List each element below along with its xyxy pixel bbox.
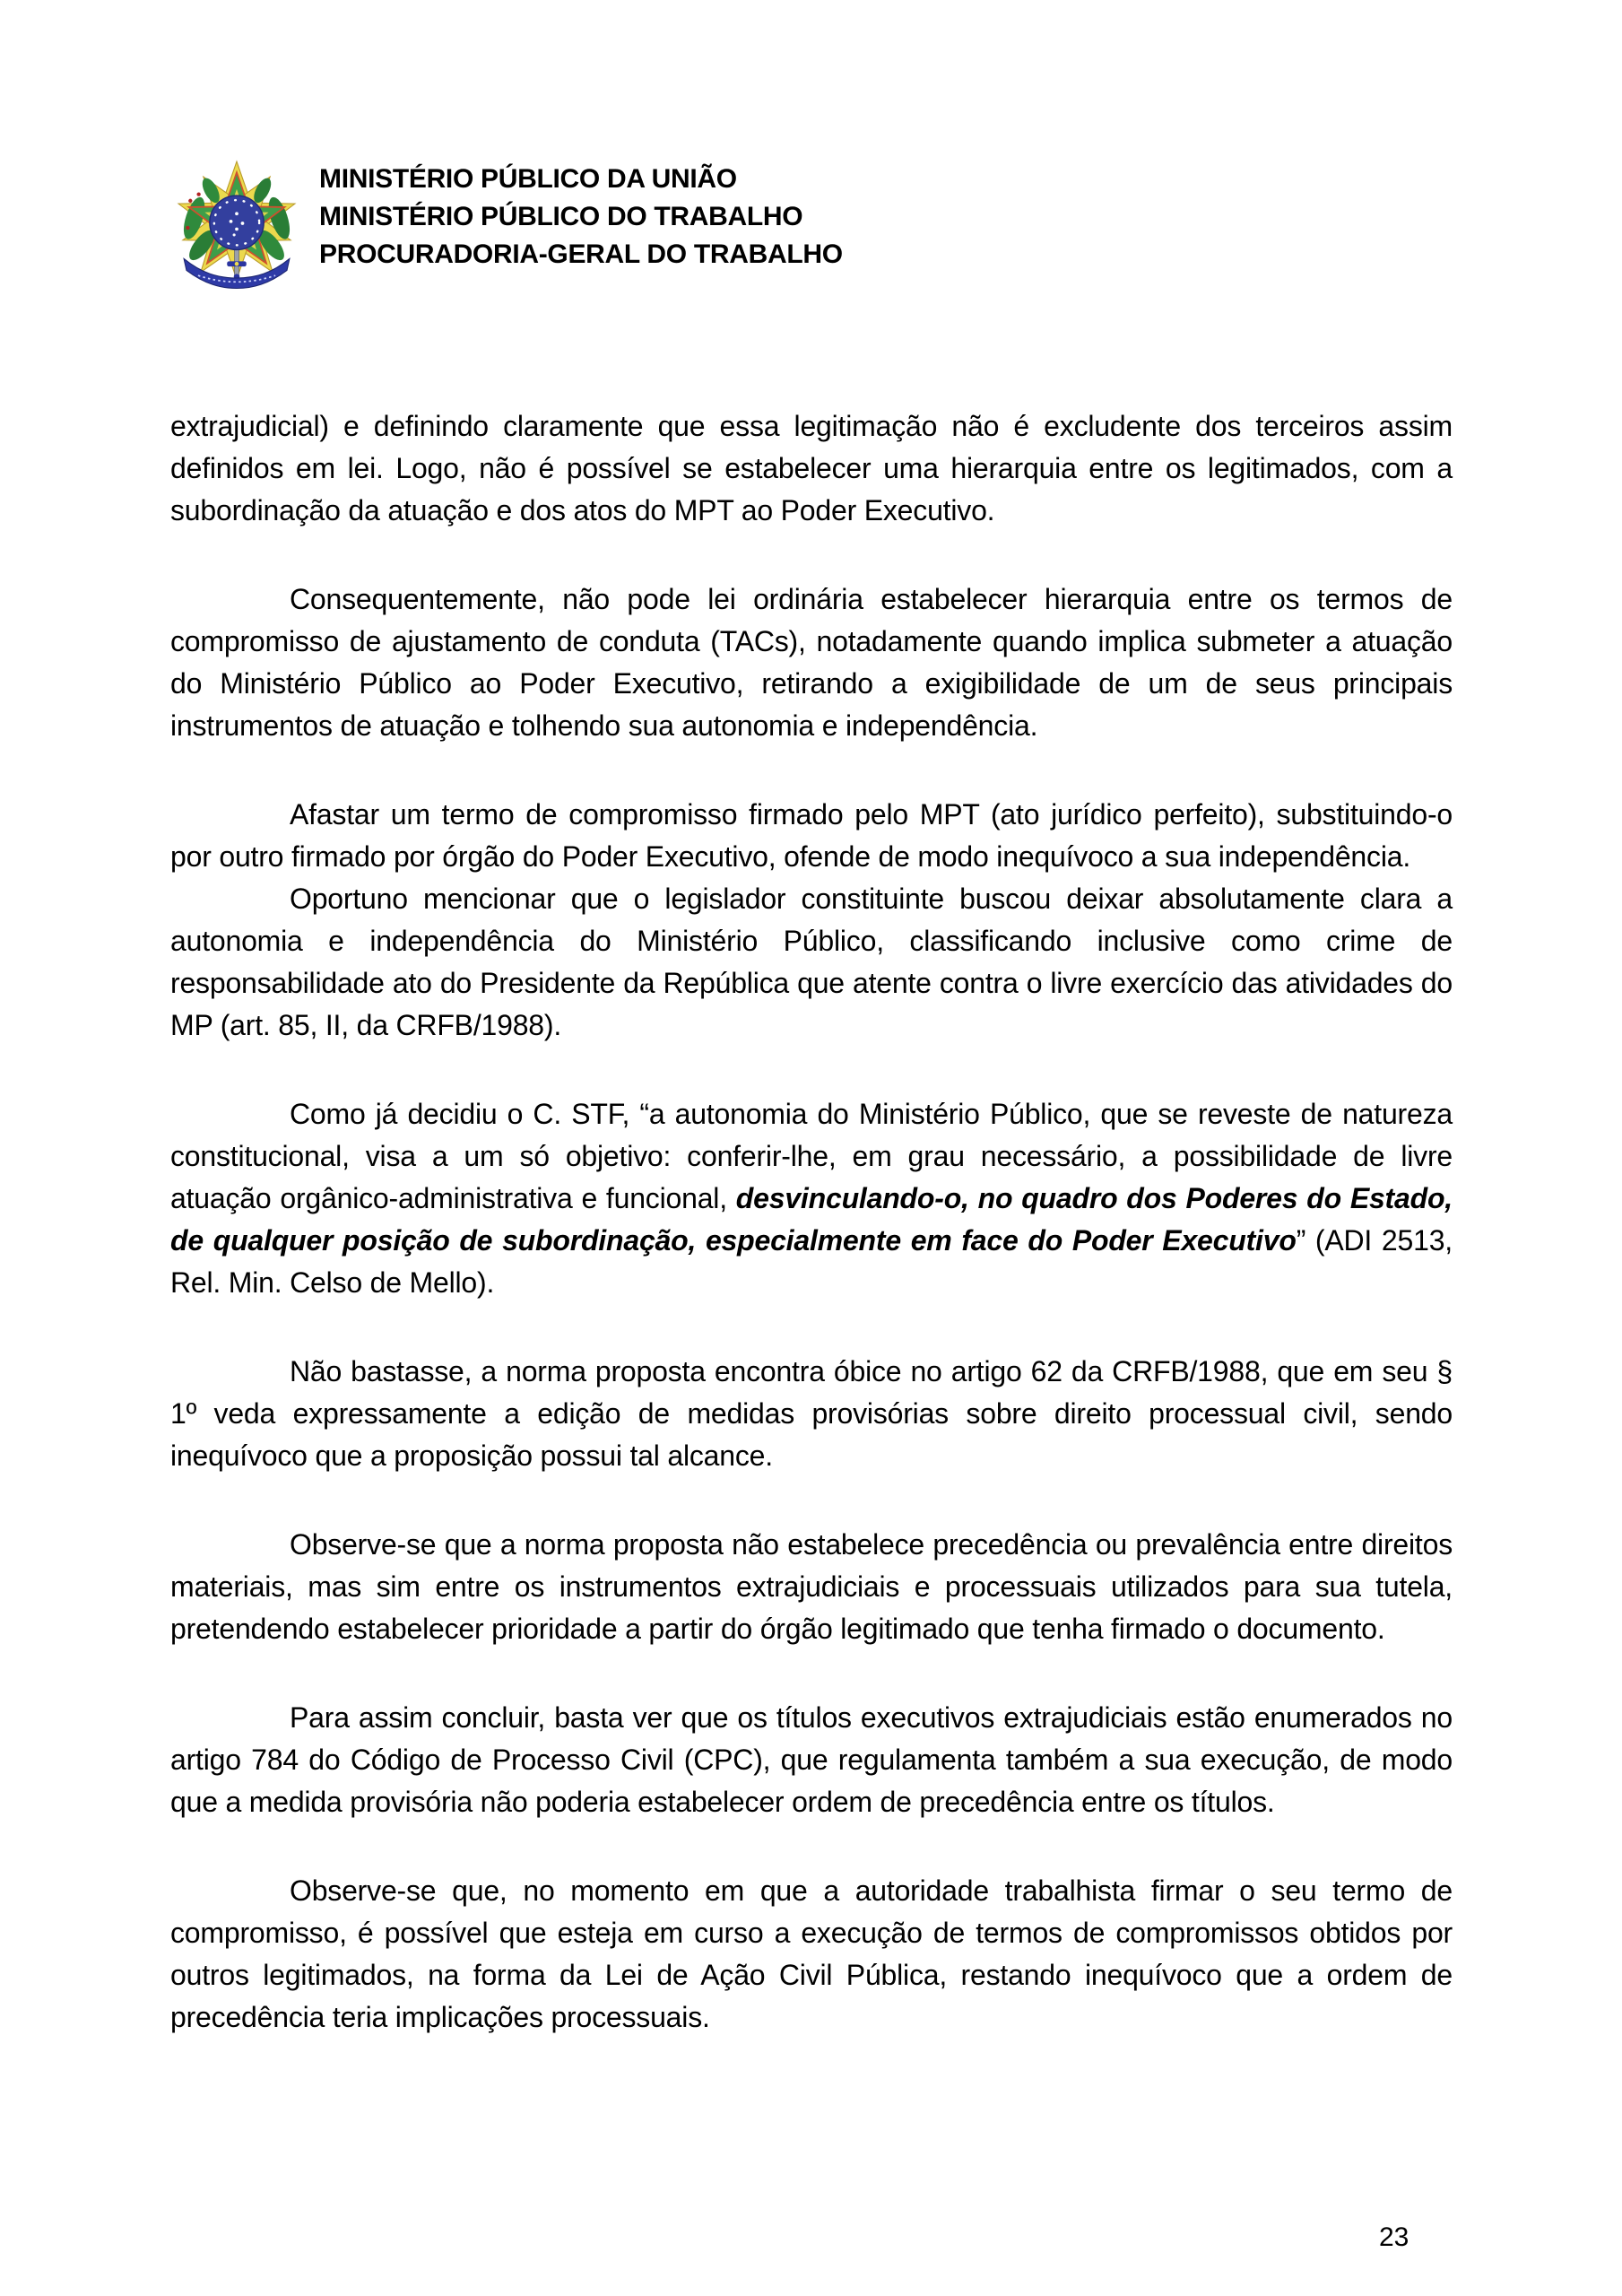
paragraph-3: Afastar um termo de compromisso firmado pelo MPT (ato jurídico perfeito), substituindo-o por outro firmado por órgão do Poder Executivo, ofende de modo inequívoco a sua independência. [170,798,1453,873]
quote-run-bold-italic: desvinculando-o, no quadro dos Poderes do Estado, de qualquer posição de subordinação, especialmente em face do Poder Executivo [170,1182,1453,1257]
org-name-line-2: MINISTÉRIO PÚBLICO DO TRABALHO [319,202,803,231]
document-body [170,405,1453,2039]
paragraph-2: Consequentemente, não pode lei ordinária estabelecer hierarquia entre os termos de compromisso de ajustamento de conduta (TACs), notadamente quando implica submeter a atuação do Ministério Público ao Poder Executivo, retirando a exigibilidade de um de seus principais instrumentos de atuação e tolhendo sua autonomia e independência. [170,583,1453,742]
paragraph-7: Observe-se que a norma proposta não estabelece precedência ou prevalência entre direitos materiais, mas sim entre os instrumentos extrajudiciais e processuais utilizados para sua tutela, pretendendo estabelecer prioridade a partir do órgão legitimado que tenha firmado o documento. [170,1528,1453,1645]
paragraph-8: Para assim concluir, basta ver que os títulos executivos extrajudiciais estão enumerados no artigo 784 do Código de Processo Civil (CPC), que regulamenta também a sua execução, de modo que a medida provisória não poderia estabelecer ordem de precedência entre os títulos. [170,1701,1453,1818]
letterhead [170,157,843,299]
paragraph-5-stf-quote [170,1093,1453,1304]
paragraph-4: Oportuno mencionar que o legislador constituinte buscou deixar absolutamente clara a autonomia e independência do Ministério Público, classificando inclusive como crime de responsabilidade ato do Presidente da República que atente contra o livre exercício das atividades do MP (art. 85, II, da CRFB/1988). [170,883,1453,1041]
page-number: 23 [1379,2222,1409,2252]
org-name-line-1: MINISTÉRIO PÚBLICO DA UNIÃO [319,164,737,194]
paragraph-9: Observe-se que, no momento em que a autoridade trabalhista firmar o seu termo de compromisso, é possível que esteja em curso a execução de termos de compromissos obtidos por outros legitimados, na forma da Lei de Ação Civil Pública, restando inequívoco que a ordem de precedência teria implicações processuais. [170,1874,1453,2033]
paragraph-1: extrajudicial) e definindo claramente que essa legitimação não é excludente dos terceiros assim definidos em lei. Logo, não é possível se estabelecer uma hierarquia entre os legitimados, com a subordinação da atuação e dos atos do MPT ao Poder Executivo. [170,410,1453,526]
org-name-line-3: PROCURADORIA-GERAL DO TRABALHO [319,239,843,269]
brazil-coat-of-arms-icon [170,157,303,299]
letterhead-org-names [319,161,843,274]
paragraph-6: Não bastasse, a norma proposta encontra óbice no artigo 62 da CRFB/1988, que em seu § 1º veda expressamente a edição de medidas provisórias sobre direito processual civil, sendo inequívoco que a proposição possui tal alcance. [170,1355,1453,1472]
quote-run-normal: Como já decidiu o C. STF, “a autonomia do Ministério Público, que se reveste de natureza constitucional, visa a um só objetivo: conferir-lhe, em grau necessário, a possibilidade de livre atuação orgânico-administrativa e funcional, [170,1098,1453,1214]
quote-run-citation: ” (ADI 2513, Rel. Min. Celso de Mello). [170,1224,1453,1299]
